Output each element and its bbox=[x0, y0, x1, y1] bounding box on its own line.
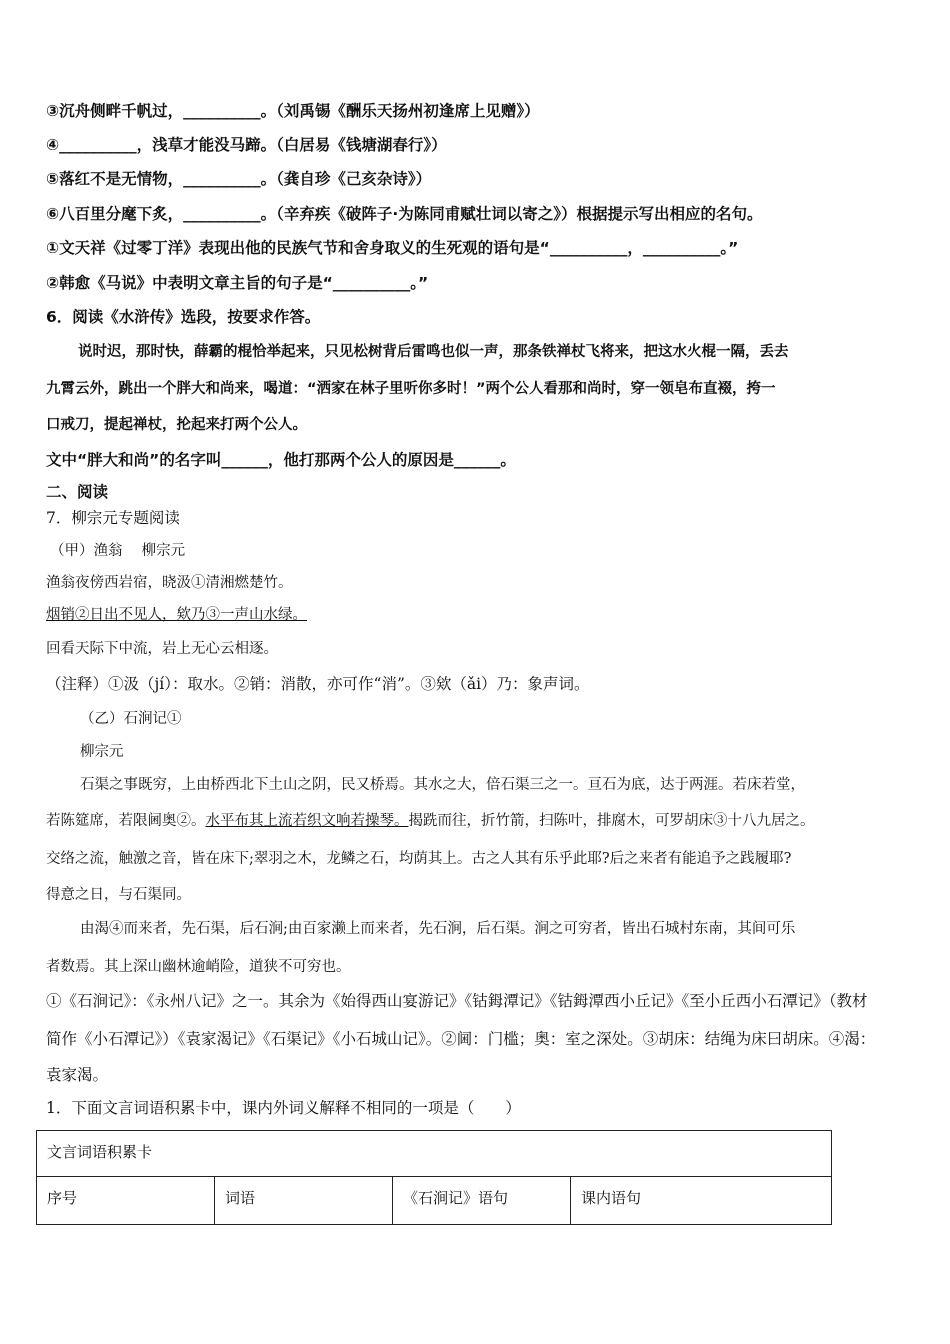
q7-title: 7．柳宗元专题阅读 bbox=[46, 509, 180, 527]
essay-notes-line2: 简作《小石潭记》）《袁家渴记》《石渠记》《小石城山记》。②阃：门槛；奥：室之深处。③胡床：结绳为床曰胡床。④渴： bbox=[46, 1030, 876, 1048]
line-prompt-1: ①文天祥《过零丁洋》表现出他的民族气节和舍身取义的生死观的语句是“__________，__________。” bbox=[46, 239, 739, 257]
q6-question: 文中“胖大和尚”的名字叫______，他打那两个公人的原因是______。 bbox=[46, 451, 516, 469]
essay-p2-line1: 由渴④而来者，先石渠，后石涧;由百家濑上而来者，先石涧，后石渠。涧之可穷者，皆出石城村东南，其间可乐 bbox=[80, 921, 796, 937]
underlined-sentence: 水平布其上流若织文响若操琴。 bbox=[205, 813, 409, 829]
poem-line-2: 烟销②日出不见人，欸乃③一声山水绿。 bbox=[46, 607, 307, 623]
question-1: 1．下面文言词语积累卡中，课内外词义解释不相同的一项是（ ） bbox=[46, 1099, 521, 1117]
line-fill-6: ⑥八百里分麾下炙，__________。（辛弃疾《破阵子·为陈同甫赋壮词以寄之》）根据提示写出相应的名句。 bbox=[46, 205, 763, 223]
essay-p1-line1: 石渠之事既穷，上由桥西北下土山之阴，民又桥焉。其水之大，倍石渠三之一。亘石为底，达于两涯。若床若堂， bbox=[80, 777, 805, 793]
poem-notes: （注释）①汲（jí）：取水。②销：消散，亦可作“消”。③欸（ǎi）乃：象声词。 bbox=[46, 675, 590, 693]
jia-title: （甲）渔翁 柳宗元 bbox=[50, 543, 186, 559]
line-fill-3: ③沉舟侧畔千帆过，__________。（刘禹锡《酬乐天扬州初逢席上见赠》） bbox=[46, 102, 540, 120]
essay-p1-line2-c: 揭跣而往，折竹箭，扫陈叶，排腐木，可罗胡床③十八九居之。 bbox=[408, 813, 815, 829]
line-prompt-2: ②韩愈《马说》中表明文章主旨的句子是“__________。” bbox=[46, 274, 429, 292]
essay-p2-line2: 者数焉。其上深山幽林逾峭险，道狭不可穷也。 bbox=[46, 959, 351, 975]
essay-notes-line3: 袁家渴。 bbox=[46, 1066, 109, 1084]
table-caption: 文言词语积累卡 bbox=[37, 1131, 832, 1177]
poem-line-3: 回看天际下中流，岩上无心云相逐。 bbox=[46, 641, 278, 657]
vocab-card-table bbox=[36, 1130, 832, 1225]
line-fill-5: ⑤落红不是无情物，__________。（龚自珍《己亥杂诗》） bbox=[46, 170, 432, 188]
q6-passage-line2: 九霄云外，跳出一个胖大和尚来，喝道：“洒家在林子里听你多时！”两个公人看那和尚时，穿一领皂布直裰，挎一 bbox=[46, 381, 776, 397]
essay-p1-line2-a: 若陈筵席，若限阃奥②。 bbox=[46, 813, 206, 829]
header-index: 序号 bbox=[37, 1177, 215, 1225]
essay-p1-line2 bbox=[46, 810, 815, 832]
line-fill-4: ④__________，浅草才能没马蹄。（白居易《钱塘湖春行》） bbox=[46, 136, 447, 154]
essay-p1-line3: 交络之流，触激之音，皆在床下;翠羽之木，龙鳞之石，均荫其上。古之人其有乐乎此耶?后之来者有能追予之践履耶? bbox=[46, 851, 792, 867]
header-word: 词语 bbox=[215, 1177, 393, 1225]
header-source-sentence: 《石涧记》语句 bbox=[393, 1177, 571, 1225]
essay-p1-line4: 得意之日，与石渠同。 bbox=[46, 887, 191, 903]
yi-title: （乙）石涧记① bbox=[80, 711, 182, 727]
q6-passage-line3: 口戒刀，提起禅杖，抡起来打两个公人。 bbox=[46, 417, 307, 433]
author: 柳宗元 bbox=[80, 744, 124, 760]
q6-title: 6．阅读《水浒传》选段，按要求作答。 bbox=[46, 308, 321, 326]
poem-line-1: 渔翁夜傍西岩宿，晓汲①清湘燃楚竹。 bbox=[46, 575, 293, 591]
header-textbook-sentence: 课内语句 bbox=[571, 1177, 832, 1225]
essay-notes-line1: ①《石涧记》：《永州八记》之一。其余为《始得西山宴游记》《钴鉧潭记》《钴鉧潭西小丘记》《至小丘西小石潭记》（教材 bbox=[46, 992, 868, 1010]
q6-passage-line1: 说时迟，那时快，薛霸的棍恰举起来，只见松树背后雷鸣也似一声，那条铁禅杖飞将来，把这水火棍一隔，丢去 bbox=[78, 344, 789, 360]
section-heading: 二、阅读 bbox=[46, 483, 109, 501]
